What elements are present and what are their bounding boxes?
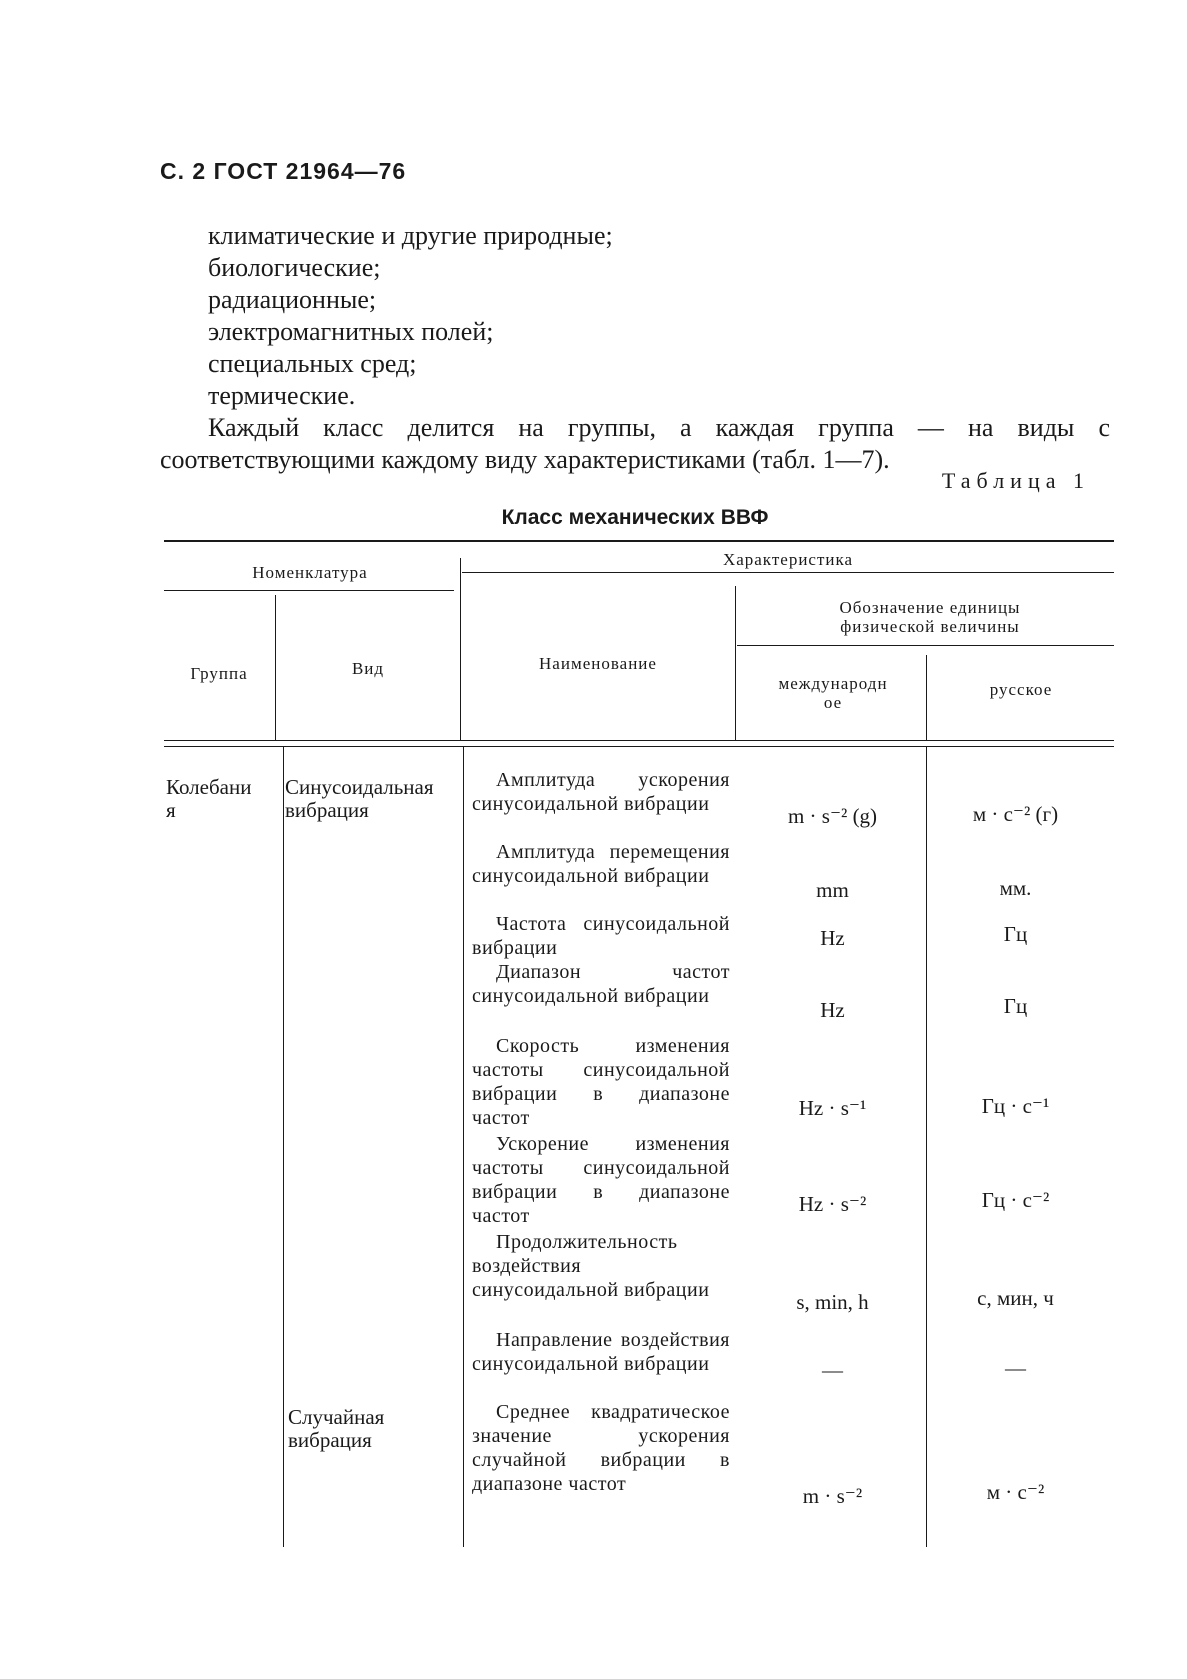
intro-paragraph: Каждый класс делится на группы, а каждая группа — на виды с соответствующими каждому виду характеристиками (табл. 1—7). — [160, 413, 1110, 474]
header-rule — [462, 572, 1114, 573]
header-international: международное — [778, 674, 888, 712]
row-name: Диапазон частот синусоидальной вибрации — [472, 961, 730, 1007]
header-characteristic: Характеристика — [722, 550, 854, 569]
unit-russian: Гц — [1003, 922, 1028, 946]
column-rule — [460, 558, 461, 740]
column-rule — [926, 655, 927, 740]
row-name: Направление воздействия синусоидальной вибрации — [472, 1329, 730, 1375]
column-rule — [283, 747, 284, 1547]
kind-cell: Случайная вибрация — [288, 1405, 385, 1452]
row-name: Продолжительность воздействия синусоидальной вибрации — [472, 1231, 710, 1301]
unit-international: Hz · s⁻¹ — [798, 1096, 867, 1120]
list-item: климатические и другие природные; — [208, 221, 613, 250]
unit-international: Hz — [820, 998, 845, 1022]
column-rule — [926, 747, 927, 1547]
header-unit-designation: Обозначение единицы физической величины — [839, 598, 1021, 636]
unit-international: Hz · s⁻² — [798, 1192, 867, 1216]
row-name: Амплитуда перемещения синусоидальной вибрации — [472, 841, 730, 887]
list-item: электромагнитных полей; — [208, 317, 494, 346]
intro-text — [160, 220, 1110, 476]
unit-international: m · s⁻² (g) — [787, 804, 878, 828]
unit-russian: мм. — [999, 876, 1032, 900]
header-bottom-rule — [164, 740, 1114, 741]
unit-international: Hz — [820, 926, 845, 950]
header-nomenclature: Номенклатура — [252, 563, 368, 582]
unit-international: s, min, h — [796, 1290, 869, 1314]
row-name: Частота синусоидальной вибрации — [472, 913, 730, 959]
row-name: Амплитуда ускорения синусоидальной вибрации — [472, 769, 730, 815]
header-russian: русское — [989, 680, 1053, 699]
table-top-rule — [164, 540, 1114, 542]
unit-russian: м · с⁻² (г) — [972, 802, 1059, 826]
column-rule — [735, 586, 736, 740]
unit-international: mm — [816, 878, 849, 902]
group-cell: Колебания — [166, 775, 252, 822]
table-title: Класс механических ВВФ — [501, 506, 769, 529]
list-item: радиационные; — [208, 285, 377, 314]
list-item: специальных сред; — [208, 349, 417, 378]
unit-russian: с, мин, ч — [977, 1286, 1054, 1310]
header-rule — [164, 590, 454, 591]
list-item: термические. — [208, 381, 356, 410]
header-name: Наименование — [539, 654, 657, 673]
unit-russian: Гц · с⁻² — [981, 1188, 1050, 1212]
list-item: биологические; — [208, 253, 381, 282]
table-number: Таблица 1 — [941, 468, 1090, 493]
page-header: С. 2 ГОСТ 21964—76 — [160, 158, 407, 184]
row-name: Скорость изменения частоты синусоидальной вибрации в диапазоне частот — [472, 1035, 730, 1129]
header-group: Группа — [190, 664, 248, 683]
unit-russian: м · с⁻² — [986, 1480, 1045, 1504]
unit-russian: Гц · с⁻¹ — [981, 1094, 1050, 1118]
unit-international: m · s⁻² — [802, 1484, 863, 1508]
header-kind: Вид — [351, 659, 385, 678]
unit-russian: Гц — [1003, 994, 1028, 1018]
header-bottom-rule — [164, 746, 1114, 747]
column-rule — [463, 747, 464, 1547]
unit-international: — — [822, 1358, 843, 1382]
row-name: Среднее квадратическое значение ускорения случайной вибрации в диапазоне частот — [472, 1401, 730, 1495]
unit-russian: — — [1005, 1356, 1026, 1380]
header-rule — [737, 645, 1114, 646]
row-name: Ускорение изменения частоты синусоидальной вибрации в диапазоне частот — [472, 1133, 730, 1227]
kind-cell: Синусоидальная вибрация — [285, 775, 434, 822]
